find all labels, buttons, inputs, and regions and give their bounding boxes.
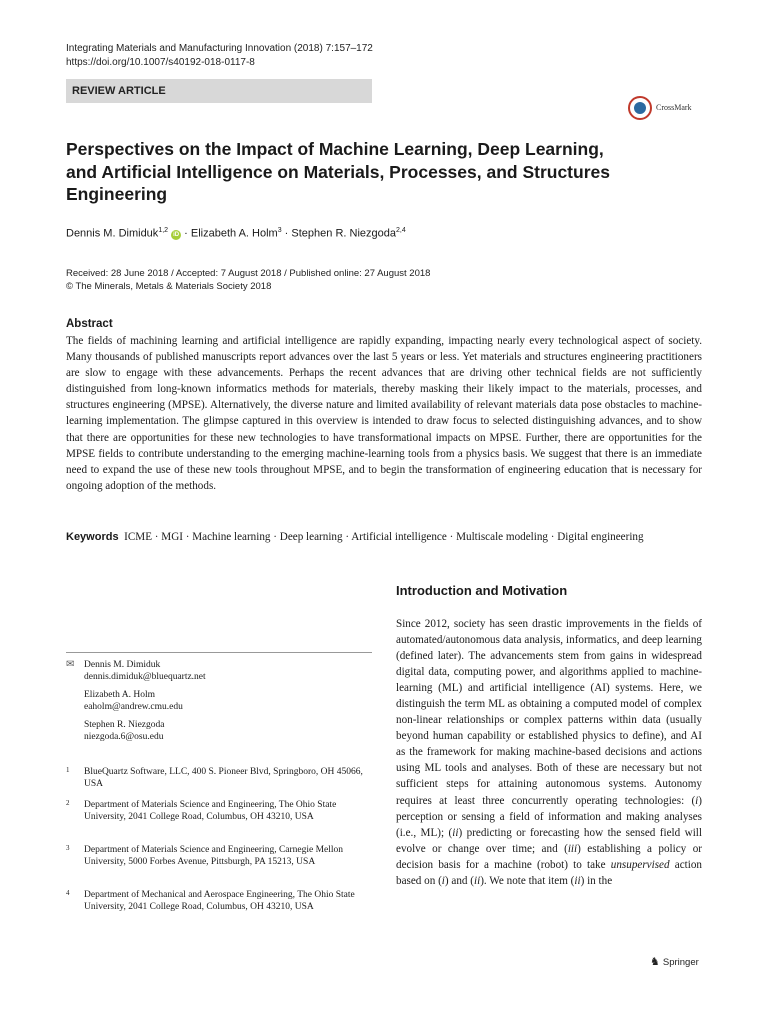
copyright-line: © The Minerals, Metals & Materials Society 2018 bbox=[66, 281, 272, 292]
affiliation-number: 4 bbox=[66, 889, 70, 897]
author-affiliation-ref: 2,4 bbox=[395, 227, 406, 234]
affiliation-text: Department of Materials Science and Engineering, Carnegie Mellon University, 5000 Forbes Avenue, Pittsburgh, PA 15213, USA bbox=[84, 845, 344, 868]
keywords bbox=[66, 529, 702, 546]
contact-name: Stephen R. Niezgoda bbox=[84, 720, 165, 730]
author-name[interactable]: Stephen R. Niezgoda bbox=[291, 227, 396, 240]
intro-text: ). We note that item ( bbox=[480, 874, 575, 887]
contact-entry bbox=[84, 689, 183, 713]
orcid-icon[interactable]: iD bbox=[173, 231, 180, 238]
article-type-band bbox=[66, 79, 372, 103]
intro-text: action based on ( bbox=[396, 858, 702, 887]
affiliation-text: BlueQuartz Software, LLC, 400 S. Pioneer Blvd, Springboro, OH 45066, USA bbox=[84, 767, 363, 790]
publication-dates bbox=[66, 267, 430, 293]
affiliation-number: 2 bbox=[66, 799, 70, 807]
contact-email[interactable]: dennis.dimiduk@bluequartz.net bbox=[84, 672, 206, 683]
article-title: Perspectives on the Impact of Machine Learning, Deep Learning, and Artificial Intelligence on Materials, Processes, and Structures Engineering bbox=[66, 139, 610, 204]
affiliation-text: Department of Mechanical and Aerospace Engineering, The Ohio State University, 2041 College Road, Columbus, OH 43210, USA bbox=[84, 890, 355, 913]
intro-text: Since 2012, society has seen drastic improvements in the fields of automated/autonomous data analysis, informatics, and deep learning (defined later). The advancements stem from gains in widespread digital data, computing power, and algorithms applied to machine-learning (ML) and artificial intelligence (AI) systems. Here, we distinguish the term ML as obtaining a computed model of complex non-linear relationships or complex patterns within data (usually beyond human capability or established physics to define), and AI as the framework for making machine-based decisions and actions using ML tools and analyses. Both of these are necessary but not sufficient steps for attaining autonomous systems. Autonomy requires at least three concurrently operating technologies: ( bbox=[396, 618, 702, 807]
affiliation-number: 1 bbox=[66, 766, 70, 774]
publisher-name: Springer bbox=[662, 957, 699, 968]
intro-italic: i bbox=[441, 874, 445, 887]
author-name[interactable]: Dennis M. Dimiduk bbox=[66, 227, 159, 240]
journal-citation bbox=[66, 42, 373, 70]
envelope-icon: ✉ bbox=[66, 659, 75, 670]
springer-horse-icon: ♞ bbox=[650, 956, 660, 968]
intro-italic: i bbox=[695, 794, 699, 807]
publisher-logo bbox=[650, 955, 699, 968]
intro-italic: ii bbox=[574, 874, 581, 887]
abstract-text: The fields of machining learning and artificial intelligence are rapidly expanding, impacting nearly every technological aspect of society. Many thousands of published manuscripts report advances over the last 5 years or less. Yet materials and structures engineering practitioners are slow to engage with these advancements. Perhaps the recent advances that are driving other technical fields are not sufficiently distinguished from long-known informatics methods for materials, thereby masking their likely impact to the materials, processes, and structures engineering (MPSE). Alternatively, the diverse nature and limited availability of relevant materials data pose obstacles to machine-learning implementation. The glimpse captured in this overview is intended to draw focus to selected distinguishing advances, and to show that there are opportunities for these new technologies to have transformational impacts on MPSE. Further, there are opportunities for the MPSE fields to contribute understanding to the emerging machine-learning tools from a physics basis. We suggest that there is an immediate need to expand the use of these new tools throughout MPSE, and to begin the transformation of engineering education that is necessary for ongoing adoption of the methods. bbox=[66, 335, 702, 492]
intro-italic: ii bbox=[452, 826, 459, 839]
author-affiliation-ref: 3 bbox=[277, 227, 282, 234]
contact-email[interactable]: niezgoda.6@osu.edu bbox=[84, 732, 164, 743]
affiliation-text: Department of Materials Science and Engineering, The Ohio State University, 2041 College Road, Columbus, OH 43210, USA bbox=[84, 800, 337, 823]
author-separator: · bbox=[281, 227, 292, 240]
contact-email[interactable]: eaholm@andrew.cmu.edu bbox=[84, 702, 183, 713]
intro-text: ) perception or sensing a field of information and making analyses (i.e., ML); ( bbox=[396, 794, 702, 839]
article-type-label: REVIEW ARTICLE bbox=[72, 85, 166, 97]
footnote-divider bbox=[66, 652, 372, 653]
intro-italic: iii bbox=[567, 842, 578, 855]
contact-name: Dennis M. Dimiduk bbox=[84, 660, 161, 670]
intro-text: ) predicting or forecasting how the sensed field will evolve or change over time; and ( bbox=[396, 826, 702, 855]
affiliation-number: 3 bbox=[66, 844, 70, 852]
crossmark-label: CrossMark bbox=[656, 103, 692, 112]
journal-line: Integrating Materials and Manufacturing Innovation (2018) 7:157–172 bbox=[66, 43, 373, 54]
contact-name: Elizabeth A. Holm bbox=[84, 690, 155, 700]
intro-italic: ii bbox=[473, 874, 481, 887]
intro-text: ) establishing a policy or decision basis for a machine (robot) to take bbox=[396, 842, 703, 871]
intro-italic: unsupervised bbox=[610, 858, 670, 871]
contact-entry bbox=[84, 719, 164, 743]
author-separator: · bbox=[181, 227, 191, 240]
author-list bbox=[66, 227, 406, 240]
intro-text: ) and ( bbox=[444, 874, 474, 887]
introduction-paragraph bbox=[396, 616, 702, 889]
author-affiliation-ref: 1,2 bbox=[158, 227, 169, 234]
keywords-list: ICME · MGI · Machine learning · Deep learning · Artificial intelligence · Multiscale modeling · Digital engineering bbox=[124, 531, 644, 543]
author-name[interactable]: Elizabeth A. Holm bbox=[190, 227, 278, 240]
abstract-heading: Abstract bbox=[66, 318, 113, 330]
doi-link[interactable]: https://doi.org/10.1007/s40192-018-0117-8 bbox=[66, 57, 255, 68]
crossmark-center bbox=[634, 102, 646, 114]
intro-text: ) in the bbox=[580, 874, 613, 887]
keywords-label: Keywords bbox=[66, 531, 119, 543]
crossmark-icon[interactable] bbox=[628, 96, 704, 124]
section-heading: Introduction and Motivation bbox=[396, 583, 568, 598]
contact-entry bbox=[84, 659, 206, 683]
received-accepted-published: Received: 28 June 2018 / Accepted: 7 August 2018 / Published online: 27 August 2018 bbox=[66, 268, 431, 279]
